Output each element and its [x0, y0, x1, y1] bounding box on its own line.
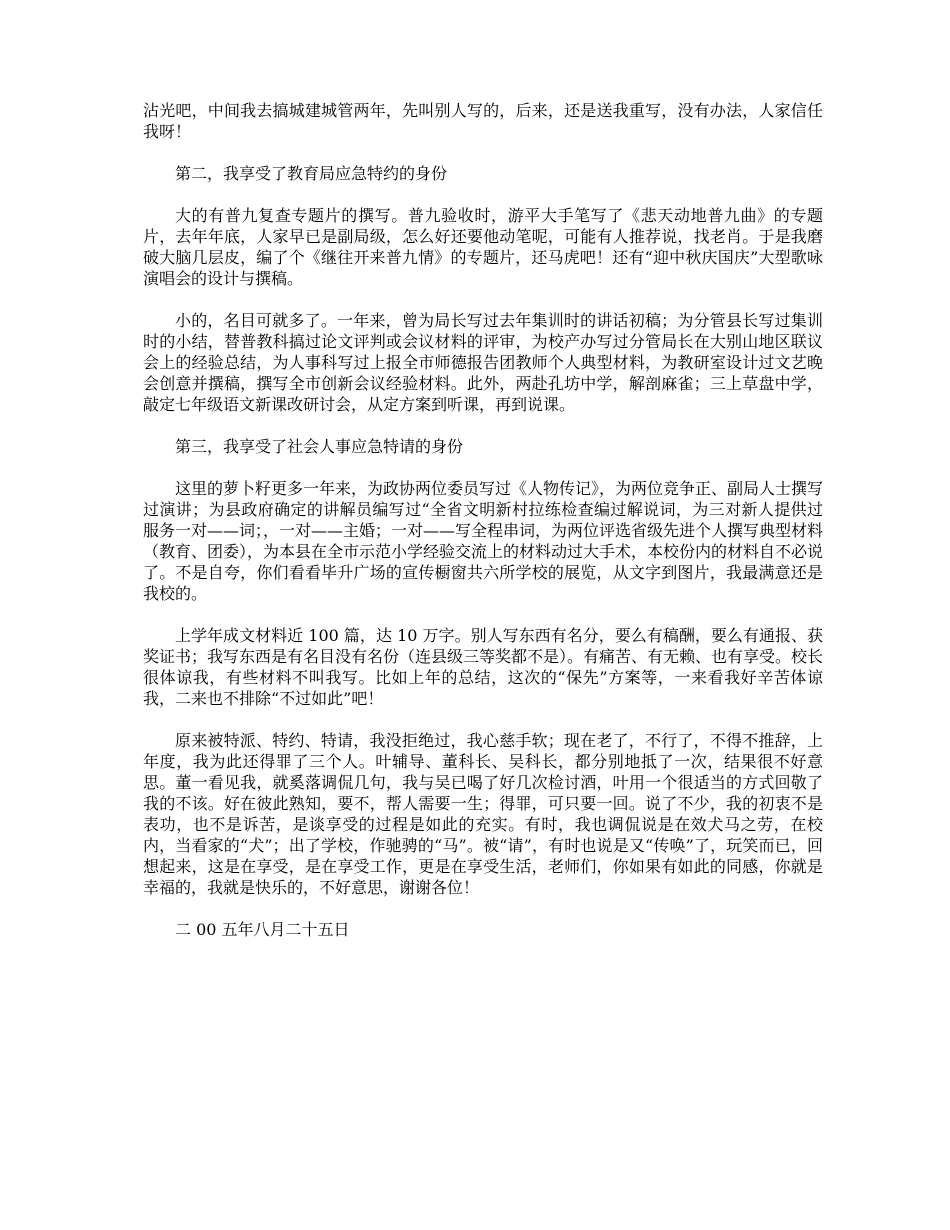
document-date: 二 00 五年八月二十五日: [175, 920, 350, 939]
paragraph-minor-works: 小的，名目可就多了。一年来，曾为局长写过去年集训时的讲话初稿；为分管县长写过集训时的小结，替普教科搞过论文评判或会议材料的评审，为校产办写过分管局长在大别山地区联议会上的经验总结，为人事科写过上报全市师德报告团教师个人典型材料，为教研室设计过文艺晚会创意并撰稿，撰写全市创新会议经验材料。此外，两赴孔坊中学，解剖麻雀；三上草盘中学，敲定七年级语文新课改研讨会，从定方案到听课，再到说课。: [143, 311, 823, 414]
paragraph-yearly-output: 上学年成文材料近 100 篇，达 10 万字。别人写东西有名分，要么有稿酬，要么有通报、获奖证书；我写东西是有名目没有名份（连县级三等奖都不是）。有痛苦、有无赖、也有享受。校长很体谅我，有些材料不叫我写。比如上年的总结，这次的“保先”方案等，一来看我好辛苦体谅我，二来也不排除“不过如此”吧！: [143, 626, 824, 708]
paragraph-social-works: 这里的萝卜籽更多一年来，为政协两位委员写过《人物传记》，为两位竞争正、副局人士撰写过演讲；为县政府确定的讲解员编写过“全省文明新村拉练检查编过解说词，为三对新人提供过服务一对——词；，一对——主婚；一对——写全程串词，为两位评选省级先进个人撰写典型材料（教育、团委），为本县在全市示范小学经验交流上的材料动过大手术，本校份内的材料自不必说了。不是自夸，你们看看毕升广场的宣传橱窗共六所学校的展览，从文字到图片，我最满意还是我校的。: [143, 479, 824, 603]
document-body: [143, 100, 823, 961]
paragraph-reflection: 原来被特派、特约、特请，我没拒绝过，我心慈手软；现在老了，不行了，不得不推辞，上年度，我为此还得罪了三个人。叶辅导、董科长、吴科长，都分别地抵了一次，结果很不好意思。董一看见我，就奚落调侃几句，我与吴已喝了好几次检讨酒，叶用一个很适当的方式回敬了我的不该。好在彼此熟知，要不，帮人需要一生；得罪，可只要一回。说了不少，我的初衷不是表功，也不是诉苦，是谈享受的过程是如此的充实。有时，我也调侃说是在效犬马之劳，在校内，当看家的“犬”；出了学校，作驰骋的“马”。被“请”，有时也说是又“传唤”了，玩笑而已，回想起来，这是在享受，是在享受工作，更是在享受生活，老师们，你如果有如此的同感，你就是幸福的，我就是快乐的，不好意思，谢谢各位！: [143, 731, 823, 897]
paragraph-continued: 沾光吧，中间我去搞城建城管两年，先叫别人写的，后来，还是送我重写，没有办法，人家信任我呀！: [143, 101, 823, 141]
paragraph-major-works: 大的有普九复查专题片的撰写。普九验收时，游平大手笔写了《悲天动地普九曲》的专题片，去年年底，人家早已是副局级，怎么好还要他动笔呢，可能有人推荐说，找老肖。于是我磨破大脑几层皮，编了个《继往开来普九情》的专题片，还马虎吧！还有“迎中秋庆国庆”大型歌咏演唱会的设计与撰稿。: [143, 206, 823, 288]
section-heading-third: 第三，我享受了社会人事应急特请的身份: [175, 437, 464, 456]
section-heading-second: 第二，我享受了教育局应急特约的身份: [175, 164, 448, 183]
